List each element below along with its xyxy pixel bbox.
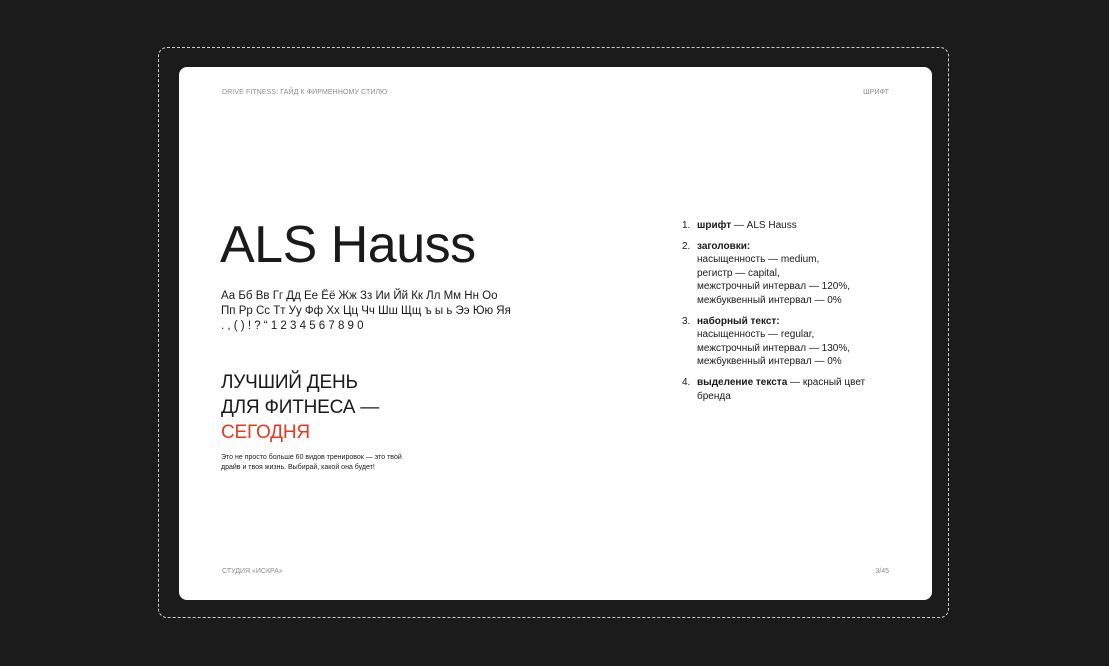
header-section-title: ШРИФТ [863,89,889,96]
spec-desc: — ALS Hauss [731,220,797,231]
spec-term: заголовки: [697,240,751,252]
spec-term: наборный текст: [697,315,780,327]
spec-item [682,240,892,308]
presentation-slide [179,67,932,600]
spec-detail-line: межбуквенный интервал — 0% [697,356,842,368]
spec-number: 2. [682,240,691,252]
sample-body-text: Это не просто больше 60 видов тренировок — это твой драйв и твоя жизнь. Выбирай, какой она будет! [221,454,402,471]
spec-details [697,253,892,307]
spec-number: 4. [682,376,691,388]
alphabet-sample [221,289,511,334]
alphabet-line: Аа Бб Вв Гг Дд Ее Ёё Жж Зз Ии Йй Кк Лл Мм Нн Оо [221,290,498,302]
spec-item [682,376,892,403]
font-name-heading: ALS Hauss [220,216,476,274]
spec-desc: — красный цвет бренда [697,376,866,402]
alphabet-line: . , ( ) ! ? “ 1 2 3 4 5 6 7 8 9 0 [221,320,364,332]
spec-detail-line: межстрочный интервал — 130%, [697,342,850,354]
footer-studio-name: СТУДИЯ «ИСКРА» [222,568,283,575]
spec-number: 3. [682,315,691,327]
spec-detail-line: насыщенность — medium, [697,254,820,266]
header-guide-title: DRIVE FITNESS: ГАЙД К ФИРМЕННОМУ СТИЛЮ [222,89,388,96]
page-number: 3/45 [875,568,889,575]
headline-line: ЛУЧШИЙ ДЕНЬ [221,372,358,393]
spec-item [682,219,892,233]
font-spec-list [682,219,892,410]
spec-number: 1. [682,220,691,231]
spec-term: шрифт [697,220,732,231]
alphabet-line: Пп Рр Сс Тт Уу Фф Хх Цц Чч Шш Щщ ъ ы ь Ээ Юю Яя [221,305,511,317]
spec-item [682,315,892,369]
spec-detail-line: насыщенность — regular, [697,329,815,341]
headline-line: ДЛЯ ФИТНЕСА — [221,397,380,418]
spec-detail-line: межстрочный интервал — 120%, [697,281,850,293]
spec-details [697,328,892,369]
headline-accent: СЕГОДНЯ [221,422,310,443]
spec-detail-line: межбуквенный интервал — 0% [697,294,842,306]
sample-headline [221,370,379,445]
spec-detail-line: регистр — capital, [697,267,780,279]
spec-term: выделение текста [697,376,788,388]
